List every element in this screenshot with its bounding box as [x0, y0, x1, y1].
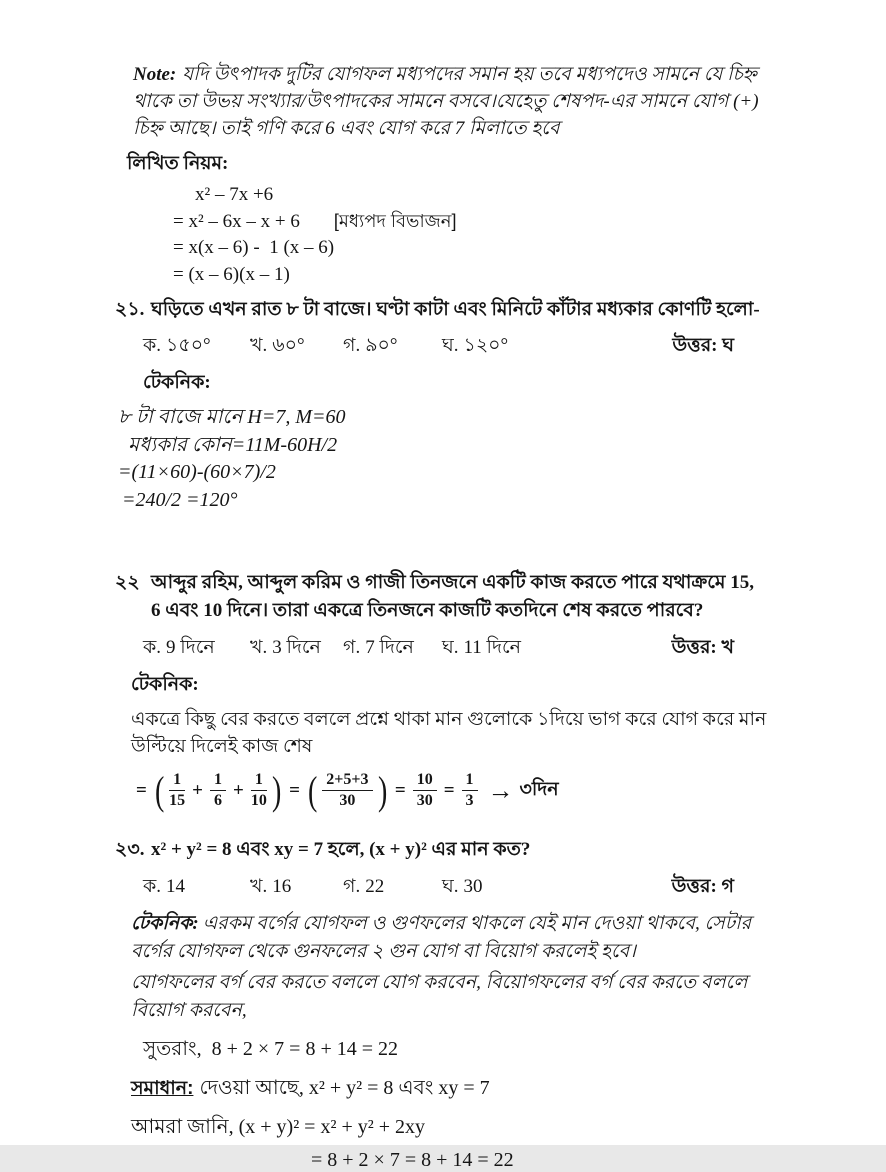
question-21-technique-heading: টেকনিক: [143, 372, 211, 394]
answer-badge: উত্তর: ঘ [672, 335, 734, 357]
option-d-value: ১২০° [463, 335, 509, 357]
option-c-label: গ. [343, 335, 361, 357]
option-d-label: ঘ. [442, 875, 459, 897]
fraction-10-30 [413, 771, 437, 811]
numerator: 1 [251, 771, 267, 791]
fraction-1-6 [210, 771, 226, 811]
factoring-step-3: = x(x – 6) - 1 (x – 6) [173, 237, 335, 259]
numerator: 1 [462, 771, 478, 791]
question-21-options [143, 331, 768, 363]
option-b-label: খ. [250, 335, 268, 357]
fraction-1-10 [251, 771, 267, 811]
question-23 [115, 836, 768, 865]
question-22-options [143, 633, 768, 665]
option-a-value: 9 দিনে [166, 636, 215, 658]
denominator: 3 [465, 792, 474, 810]
question-23-number: ২৩. [115, 839, 145, 861]
numerator: 10 [413, 771, 437, 791]
arrow-icon: → [487, 775, 514, 805]
therefore-line: সুতরাং, 8 + 2 × 7 = 8 + 14 = 22 [143, 1037, 399, 1060]
question-22 [115, 569, 768, 626]
equals-sign: = [136, 779, 147, 801]
numerator: 1 [210, 771, 226, 791]
solution-given: দেওয়া আছে, x² + y² = 8 এবং xy = 7 [199, 1076, 490, 1099]
question-23-technique [131, 910, 783, 967]
left-paren: ( [154, 767, 165, 813]
option-d-value: 30 [463, 875, 483, 897]
blank-gap [115, 515, 768, 561]
fraction-sum-30 [322, 771, 372, 811]
denominator: 30 [416, 792, 433, 810]
note-paragraph [133, 62, 773, 143]
numerator: 1 [169, 771, 185, 791]
option-c [343, 633, 442, 665]
final-calculation-line: = 8 + 2 × 7 = 8 + 14 = 22 [311, 1148, 514, 1171]
right-paren: ) [377, 767, 387, 813]
question-21-solution [118, 404, 768, 513]
left-paren: ( [307, 767, 318, 813]
factoring-step-2-note: [মধ্যপদ বিভাজন] [333, 210, 457, 231]
solution-line: =240/2 =120° [122, 488, 238, 511]
written-rule-heading: লিখিত নিয়ম: [127, 152, 229, 174]
numerator: 2+5+3 [322, 771, 372, 791]
option-b-label: খ. [250, 636, 268, 658]
question-22-technique-text: একত্রে কিছু বের করতে বললে প্রশ্নে থাকা মান গুলোকে ১দিয়ে ভাগ করে যোগ করে মান উল্টিয়ে দিলেই কাজ শেষ [131, 708, 772, 758]
option-a [143, 633, 250, 665]
question-22-number: ২২ [115, 571, 140, 593]
factoring-steps [173, 183, 768, 288]
fraction-1-3 [462, 771, 478, 811]
option-c-label: গ. [343, 875, 361, 897]
question-23-options [143, 872, 768, 904]
option-b [250, 872, 343, 904]
note-label: Note: [133, 64, 177, 85]
solution-line: মধ্যকার কোন=11M-60H/2 [128, 433, 338, 456]
option-d-value: 11 দিনে [463, 636, 521, 658]
question-23-technique-text-2: যোগফলের বর্গ বের করতে বললে যোগ করবেন, বিয়োগফলের বর্গ বের করতে বললে বিয়োগ করবেন, [131, 971, 748, 1022]
solution-line: ৮ টা বাজে মানে H=7, M=60 [118, 406, 346, 429]
factoring-step-1: x² – 7x +6 [195, 183, 274, 205]
option-d [442, 872, 622, 904]
denominator: 30 [339, 792, 356, 810]
solution-heading: সমাধান: [131, 1077, 194, 1099]
option-b-value: 16 [272, 875, 292, 897]
option-c-value: 7 দিনে [365, 636, 414, 658]
option-c [343, 331, 442, 363]
question-21 [115, 296, 768, 325]
fraction-1-15 [169, 771, 185, 811]
option-c-value: ৯০° [365, 335, 398, 357]
option-a-label: ক. [143, 875, 162, 897]
denominator: 10 [250, 792, 267, 810]
factoring-step-2-expr: = x² – 6x – x + 6 [173, 210, 300, 232]
question-22-equation [131, 767, 768, 813]
option-d-label: ঘ. [442, 636, 459, 658]
note-text: যদি উৎপাদক দুটির যোগফল মধ্যপদের সমান হয় তবে মধ্যপদেও সামনে যে চিহ্ন থাকে তা উভয় সংখ্যার/উৎপাদকের সামনে বসবে।যেহেতু শেষপদ-এর সামনে যোগ (+) চিহ্ন আছে। তাই গণি করে 6 এবং যোগ করে 7 মিলাতে হবে [133, 64, 764, 139]
option-c-value: 22 [365, 875, 385, 897]
question-23-technique-heading: টেকনিক: [131, 912, 199, 934]
answer-badge: উত্তর: গ [671, 875, 734, 897]
option-a-value: ১৫০° [166, 335, 211, 357]
option-a-label: ক. [143, 636, 162, 658]
solution-line: =(11×60)-(60×7)/2 [118, 461, 276, 484]
equals-sign: = [443, 779, 455, 801]
option-c [343, 872, 442, 904]
equation-result: ৩দিন [519, 778, 559, 800]
denominator: 6 [213, 792, 222, 810]
option-a-value: 14 [166, 875, 186, 897]
question-23-block [115, 836, 768, 1172]
option-b-value: 3 দিনে [272, 636, 321, 658]
question-22-text: আব্দুর রহিম, আব্দুল করিম ও গাজী তিনজনে একটি কাজ করতে পারে যথাক্রমে 15, 6 এবং 10 দিনে। তারা একত্রে তিনজনে কাজটি কতদিনে শেষ করতে পারবে? [151, 571, 759, 622]
solution-line [131, 1073, 768, 1106]
factoring-step-2 [173, 210, 768, 235]
option-d [442, 633, 622, 665]
question-23-text: x² + y² = 8 এবং xy = 7 হলে, (x + y)² এর মান কত? [151, 839, 531, 861]
plus-sign: + [232, 779, 244, 801]
question-21-number: ২১. [115, 298, 145, 320]
answer-badge: উত্তর: খ [671, 636, 734, 658]
option-a-label: ক. [143, 335, 162, 357]
plus-sign: + [192, 779, 203, 801]
option-c-label: গ. [343, 636, 361, 658]
question-23-technique-text-1: এরকম বর্গের যোগফল ও গুণফলের থাকলে যেই মান দেওয়া থাকবে, সেটার বর্গের যোগফল থেকে গুনফলের ২ গুন যোগ বা বিয়োগ করলেই হবে। [131, 912, 756, 963]
option-d-label: ঘ. [442, 335, 459, 357]
option-b-label: খ. [250, 875, 268, 897]
denominator: 15 [169, 792, 186, 810]
factoring-step-4: = (x – 6)(x – 1) [173, 263, 290, 285]
option-a [143, 872, 250, 904]
option-b-value: ৬০° [272, 335, 305, 357]
right-paren: ) [271, 767, 282, 813]
question-21-text: ঘড়িতে এখন রাত ৮ টা বাজে। ঘণ্টা কাটা এবং মিনিটে কাঁটার মধ্যকার কোণটি হলো- [151, 298, 760, 320]
option-b [250, 633, 343, 665]
option-a [143, 331, 250, 363]
equals-sign: = [394, 779, 406, 801]
question-22-technique-heading: টেকনিক: [131, 673, 199, 695]
we-know-line: আমরা জানি, (x + y)² = x² + y² + 2xy [131, 1115, 426, 1138]
option-b [250, 331, 343, 363]
option-d [442, 331, 622, 363]
equals-sign: = [289, 779, 300, 801]
